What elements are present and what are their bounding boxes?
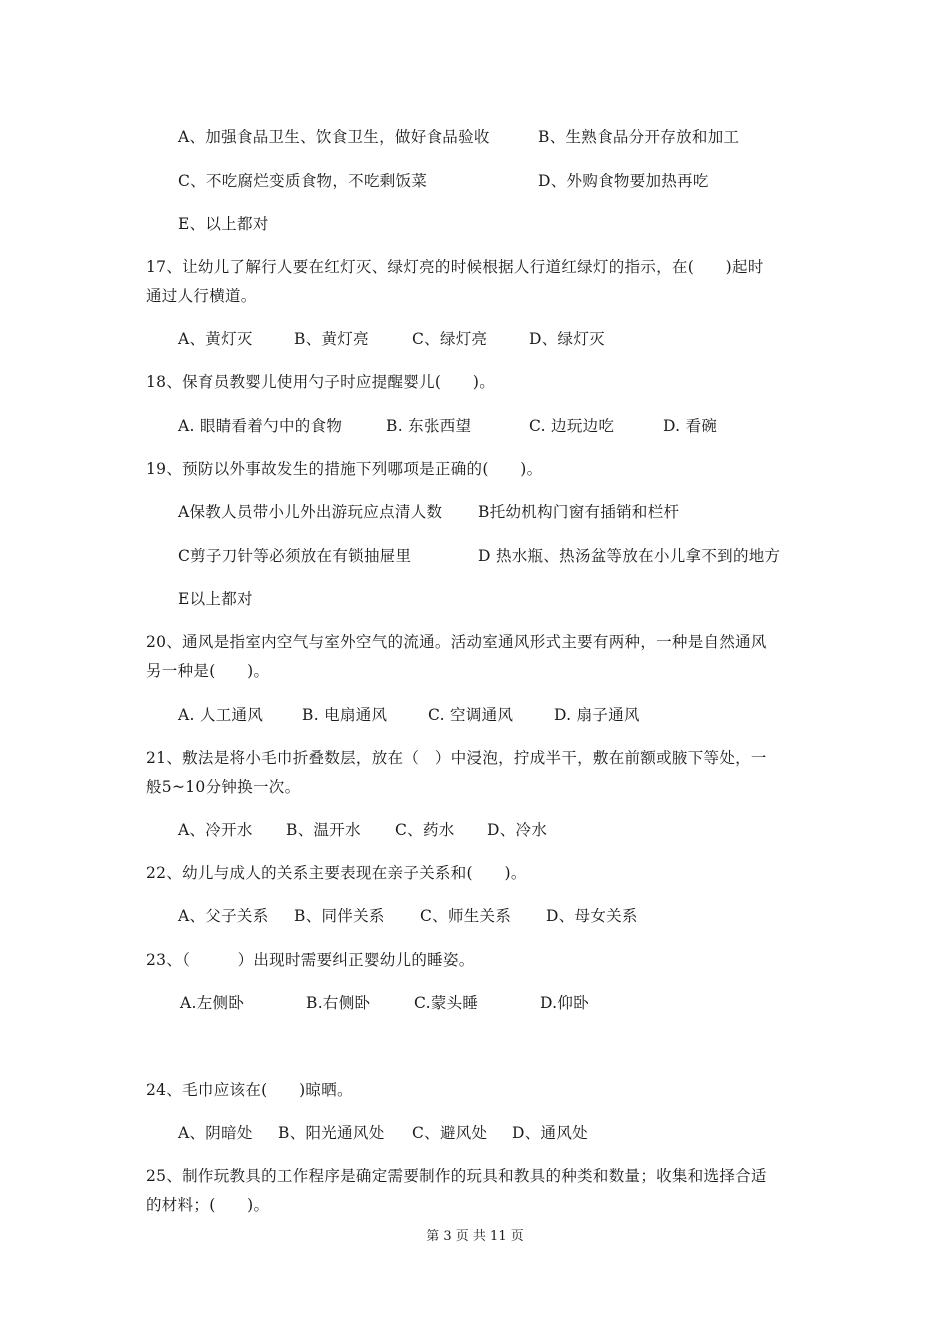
q20-option-c: C. 空调通风 [428,706,514,724]
q22-option-d: D、母女关系 [546,907,638,925]
q17-option-d: D、绿灯灭 [529,330,605,348]
q25-text-line1: 25、制作玩教具的工作程序是确定需要制作的玩具和教具的种类和数量；收集和选择合适 [146,1167,767,1185]
q20-option-b: B. 电扇通风 [302,706,388,724]
q23-option-b: B.右侧卧 [306,994,371,1012]
q21-option-b: B、温开水 [286,821,361,839]
q20-option-a: A. 人工通风 [178,706,264,724]
q19-option-d: D 热水瓶、热汤盆等放在小儿拿不到的地方 [478,547,781,565]
q19-option-c: C剪子刀针等必须放在有锁抽屉里 [178,547,412,565]
q22-option-c: C、师生关系 [420,907,512,925]
q24-option-a: A、阴暗处 [178,1124,253,1142]
q16-option-d: D、外购食物要加热再吃 [538,172,709,190]
q23-option-a: A.左侧卧 [180,994,245,1012]
q21-option-c: C、药水 [395,821,455,839]
q19-option-e: E以上都对 [178,590,253,608]
q16-option-b: B、生熟食品分开存放和加工 [538,128,740,146]
q21-option-d: D、冷水 [487,821,548,839]
q22-option-a: A、父子关系 [178,907,269,925]
q22-option-b: B、同伴关系 [294,907,385,925]
q20-text-line2: 另一种是( )。 [146,662,270,680]
q17-option-b: B、黄灯亮 [294,330,369,348]
q20-text-line1: 20、通风是指室内空气与室外空气的流通。活动室通风形式主要有两种，一种是自然通风 [146,633,767,651]
q16-option-c: C、不吃腐烂变质食物，不吃剩饭菜 [178,172,428,190]
q17-option-c: C、绿灯亮 [412,330,488,348]
q16-option-e: E、以上都对 [178,215,269,233]
q19-option-b: B托幼机构门窗有插销和栏杆 [478,503,680,521]
q21-option-a: A、冷开水 [178,821,253,839]
q21-text-line2: 般5~10分钟换一次。 [146,778,301,796]
q25-text-line2: 的材料；( )。 [146,1196,270,1214]
page-number-footer: 第 3 页 共 11 页 [426,1229,524,1244]
q17-text-line1: 17、让幼儿了解行人要在红灯灭、绿灯亮的时候根据人行道红绿灯的指示，在( )起时 [146,258,764,276]
q23-option-c: C.蒙头睡 [414,994,479,1012]
q23-text: 23、（ ）出现时需要纠正婴幼儿的睡姿。 [146,951,475,969]
q22-text: 22、幼儿与成人的关系主要表现在亲子关系和( )。 [146,864,527,882]
q21-text-line1: 21、敷法是将小毛巾折叠数层，放在（ ）中浸泡，拧成半干，敷在前额或腋下等处，一 [146,749,767,767]
q18-option-d: D. 看碗 [663,417,718,435]
q17-option-a: A、黄灯灭 [178,330,253,348]
q24-option-b: B、阳光通风处 [278,1124,385,1142]
q24-option-d: D、通风处 [512,1124,588,1142]
q18-option-a: A. 眼睛看着勺中的食物 [178,417,343,435]
q20-option-d: D. 扇子通风 [554,706,640,724]
q19-text: 19、预防以外事故发生的措施下列哪项是正确的( )。 [146,460,543,478]
q17-text-line2: 通过人行横道。 [146,287,257,305]
q16-option-a: A、加强食品卫生、饮食卫生，做好食品验收 [178,128,490,146]
q24-option-c: C、避风处 [412,1124,488,1142]
q23-option-d: D.仰卧 [540,994,590,1012]
q19-option-a: A保教人员带小儿外出游玩应点清人数 [178,503,443,521]
q24-text: 24、毛巾应该在( )晾晒。 [146,1081,353,1099]
q18-option-b: B. 东张西望 [386,417,472,435]
q18-text: 18、保育员教婴儿使用勺子时应提醒婴儿( )。 [146,373,496,391]
q18-option-c: C. 边玩边吃 [529,417,615,435]
